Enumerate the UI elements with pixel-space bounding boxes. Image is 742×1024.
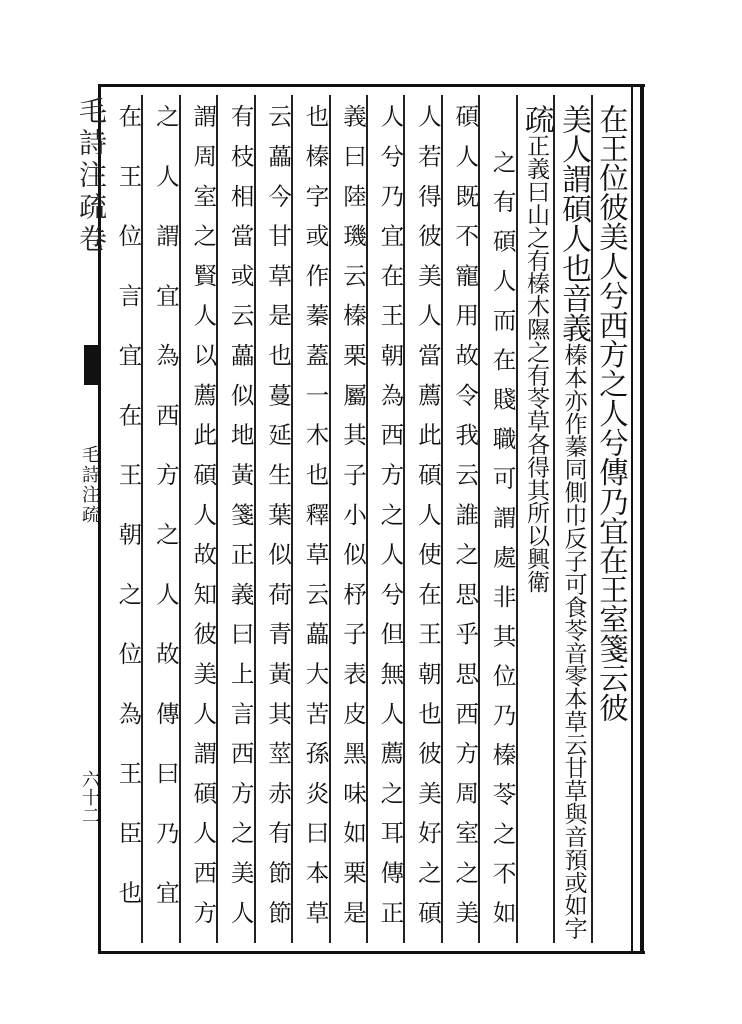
fold-title: 毛詩注疏 [79, 445, 100, 525]
text-column-4 [480, 150, 517, 940]
text-column-1 [593, 104, 629, 722]
commentary-text-run: 謂周室之賢人以薦此碩人故知彼美人謂碩人西方 [189, 104, 218, 940]
commentary-text-run: 在王位言宜在王朝之位為王臣也 [114, 104, 143, 940]
column-rule [553, 95, 555, 943]
fish-tail-mark [84, 345, 98, 385]
commentary-text-run: 有枝相當或云藟似地黃箋正義曰上言西方之美人 [226, 104, 255, 940]
commentary-text-run: 人若得彼美人當薦此碩人使在王朝也彼美好之碩 [413, 104, 442, 940]
text-column-8 [331, 104, 367, 940]
frame-right-inner-border [631, 84, 633, 951]
commentary-text-run: 人兮乃宜在王朝為西方之人兮但無人薦之耳傳正 [376, 104, 405, 940]
page-number: 六十二 [79, 770, 100, 824]
text-column-7 [368, 104, 405, 940]
text-column-11 [218, 104, 255, 940]
commentary-text-run: 之人謂宜為西方之人故傳曰乃宜 [151, 104, 180, 940]
text-column-9 [293, 104, 330, 940]
text-column-2 [555, 104, 592, 940]
commentary-text-run: 之有碩人而在賤職可謂處非其位乃榛苓之不如 [488, 150, 517, 940]
text-column-14 [106, 104, 143, 940]
shu-marker: 疏 [519, 104, 555, 134]
text-column-12 [181, 104, 218, 940]
main-text-run: 美人謂碩人也音義 [556, 104, 592, 343]
text-column-5 [443, 104, 480, 940]
text-column-13 [143, 104, 180, 940]
frame-right-border [640, 84, 644, 951]
commentary-text-run: 義曰陸璣云榛栗屬其子小似杼子表皮黑味如栗是 [338, 104, 367, 940]
text-column-10 [256, 104, 293, 940]
commentary-text-run: 正義曰山之有榛木隰之有苓草各得其所以興衛 [523, 133, 550, 593]
commentary-text-run: 云藟今甘草是也蔓延生葉似荷青黃其莖赤有節節 [264, 104, 293, 940]
text-column-3 [518, 104, 555, 593]
commentary-text-run: 也榛字或作蓁蓋一木也釋草云藟大苦孫炎曰本草 [301, 104, 330, 940]
fold-top-text: 毛詩注疏卷 [75, 96, 108, 256]
commentary-text-run: 榛本亦作蓁同側巾反子可食苓音零本草云甘草與音預或如字 [560, 342, 587, 940]
text-column-6 [405, 104, 442, 940]
commentary-text-run: 碩人既不寵用故令我云誰之思乎思西方周室之美 [451, 104, 480, 940]
main-text-run: 在王位彼美人兮西方之人兮傳乃宜在王室箋云彼 [594, 104, 629, 722]
